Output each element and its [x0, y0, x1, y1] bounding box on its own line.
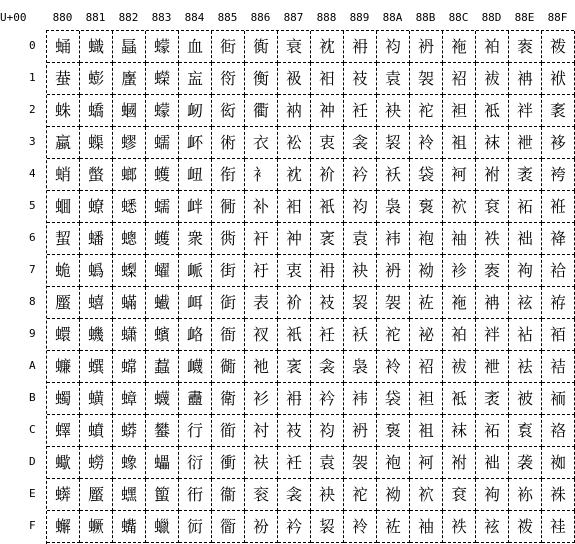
- column-header: 884: [184, 11, 205, 24]
- glyph-cell[interactable]: 衹: [311, 191, 344, 223]
- glyph-cell[interactable]: 袖: [410, 511, 443, 543]
- glyph-cell[interactable]: 袹: [542, 319, 575, 351]
- glyph-cell[interactable]: 袌: [410, 191, 443, 223]
- glyph-cell[interactable]: 衴: [278, 159, 311, 191]
- glyph-cell[interactable]: 袠: [509, 31, 542, 63]
- glyph-cell[interactable]: 袗: [443, 255, 476, 287]
- glyph-cell[interactable]: 袒: [443, 95, 476, 127]
- glyph-cell[interactable]: 袥: [509, 191, 542, 223]
- glyph-cell[interactable]: 衄: [179, 159, 212, 191]
- glyph-cell[interactable]: 衳: [278, 127, 311, 159]
- glyph-cell[interactable]: 螶: [113, 31, 146, 63]
- glyph-cell[interactable]: 袻: [542, 383, 575, 415]
- glyph-cell[interactable]: 蟉: [113, 127, 146, 159]
- glyph-cell[interactable]: 袟: [443, 511, 476, 543]
- column-header: 883: [151, 11, 172, 24]
- glyph-cell[interactable]: 衚: [212, 351, 245, 383]
- glyph-cell[interactable]: 衭: [245, 447, 278, 479]
- column-header: 889: [349, 11, 370, 24]
- glyph-cell[interactable]: 衎: [179, 479, 212, 511]
- column-header: 882: [118, 11, 139, 24]
- glyph-cell[interactable]: 袟: [476, 223, 509, 255]
- glyph-cell[interactable]: 袑: [443, 63, 476, 95]
- glyph-cell[interactable]: 袮: [509, 479, 542, 511]
- glyph-cell[interactable]: 袇: [344, 415, 377, 447]
- glyph-cell[interactable]: 衺: [311, 223, 344, 255]
- glyph-cell[interactable]: 袀: [377, 31, 410, 63]
- glyph-cell[interactable]: 衿: [311, 383, 344, 415]
- glyph-cell[interactable]: 衢: [245, 95, 278, 127]
- glyph-cell[interactable]: 衻: [311, 255, 344, 287]
- glyph-cell[interactable]: 螷: [113, 63, 146, 95]
- glyph-cell[interactable]: 蟞: [80, 159, 113, 191]
- glyph-cell[interactable]: 蟛: [80, 63, 113, 95]
- glyph-cell[interactable]: 袙: [443, 319, 476, 351]
- glyph-cell[interactable]: 蟦: [80, 415, 113, 447]
- glyph-cell[interactable]: 衶: [278, 223, 311, 255]
- glyph-cell[interactable]: 袦: [476, 447, 509, 479]
- glyph-cell[interactable]: 衻: [278, 383, 311, 415]
- glyph-cell[interactable]: 衱: [278, 63, 311, 95]
- glyph-cell[interactable]: 衃: [179, 127, 212, 159]
- glyph-cell[interactable]: 蟠: [80, 223, 113, 255]
- glyph-cell[interactable]: 蠝: [146, 447, 179, 479]
- glyph-cell[interactable]: 袇: [377, 255, 410, 287]
- glyph-cell[interactable]: 蟒: [113, 415, 146, 447]
- glyph-cell[interactable]: 蠖: [146, 223, 179, 255]
- glyph-cell[interactable]: 衽: [278, 447, 311, 479]
- glyph-cell[interactable]: 衾: [311, 351, 344, 383]
- glyph-cell[interactable]: 袇: [410, 31, 443, 63]
- glyph-cell[interactable]: 袍: [377, 447, 410, 479]
- column-header: 88E: [514, 11, 535, 24]
- glyph-cell[interactable]: 蛛: [47, 95, 80, 127]
- glyph-cell[interactable]: 袝: [476, 159, 509, 191]
- glyph-cell[interactable]: 衾: [344, 127, 377, 159]
- glyph-cell[interactable]: 袴: [542, 159, 575, 191]
- glyph-cell[interactable]: 蟋: [113, 191, 146, 223]
- glyph-cell[interactable]: 袂: [377, 95, 410, 127]
- glyph-cell[interactable]: 蟟: [80, 191, 113, 223]
- column-header: 886: [250, 11, 271, 24]
- glyph-cell[interactable]: 袋: [410, 159, 443, 191]
- glyph-cell[interactable]: 衵: [278, 191, 311, 223]
- glyph-cell[interactable]: 蠌: [47, 415, 80, 447]
- glyph-cell[interactable]: 蟓: [113, 447, 146, 479]
- glyph-cell[interactable]: 袂: [311, 479, 344, 511]
- glyph-cell[interactable]: 蠘: [146, 287, 179, 319]
- glyph-cell[interactable]: 袨: [476, 511, 509, 543]
- column-headers: [0, 11, 568, 25]
- glyph-cell[interactable]: 衽: [311, 319, 344, 351]
- glyph-cell[interactable]: 蟏: [113, 319, 146, 351]
- glyph-cell[interactable]: 袂: [344, 255, 377, 287]
- row-header: 3: [29, 135, 36, 148]
- glyph-cell[interactable]: 蠙: [146, 319, 179, 351]
- glyph-cell[interactable]: 袝: [443, 447, 476, 479]
- row-header: 2: [29, 103, 36, 116]
- glyph-cell[interactable]: 袃: [311, 511, 344, 543]
- glyph-cell[interactable]: 袙: [476, 31, 509, 63]
- glyph-cell[interactable]: 蟨: [47, 287, 80, 319]
- glyph-cell[interactable]: 蟧: [80, 447, 113, 479]
- glyph-cell[interactable]: 袕: [410, 479, 443, 511]
- glyph-cell[interactable]: 蟡: [80, 255, 113, 287]
- glyph-cell[interactable]: 蠏: [47, 511, 80, 543]
- glyph-cell[interactable]: 衼: [278, 415, 311, 447]
- column-header: 887: [283, 11, 304, 24]
- glyph-cell[interactable]: 袪: [509, 351, 542, 383]
- glyph-cell[interactable]: 袬: [509, 415, 542, 447]
- glyph-cell[interactable]: 袃: [344, 287, 377, 319]
- glyph-cell[interactable]: 袆: [344, 383, 377, 415]
- glyph-cell[interactable]: 蟔: [113, 479, 146, 511]
- glyph-cell[interactable]: 街: [212, 255, 245, 287]
- column-header: 885: [217, 11, 238, 24]
- glyph-cell[interactable]: 蠋: [47, 383, 80, 415]
- glyph-cell[interactable]: 衤: [245, 159, 278, 191]
- row-header: 9: [29, 327, 36, 340]
- glyph-cell[interactable]: 袓: [410, 415, 443, 447]
- glyph-cell[interactable]: 衝: [212, 447, 245, 479]
- glyph-cell[interactable]: 蛹: [47, 31, 80, 63]
- glyph-cell[interactable]: 蟐: [113, 351, 146, 383]
- glyph-cell[interactable]: 衼: [311, 287, 344, 319]
- glyph-cell[interactable]: 袡: [476, 287, 509, 319]
- glyph-cell[interactable]: 衴: [311, 31, 344, 63]
- glyph-cell[interactable]: 衇: [179, 255, 212, 287]
- glyph-cell[interactable]: 蠓: [146, 95, 179, 127]
- column-header: 88D: [481, 11, 502, 24]
- glyph-cell[interactable]: 袠: [476, 255, 509, 287]
- glyph-cell[interactable]: 衬: [245, 415, 278, 447]
- glyph-cell[interactable]: 衿: [344, 159, 377, 191]
- glyph-cell[interactable]: 袖: [443, 223, 476, 255]
- glyph-cell[interactable]: 蟥: [80, 383, 113, 415]
- glyph-cell[interactable]: 袅: [377, 191, 410, 223]
- glyph-cell[interactable]: 衫: [245, 383, 278, 415]
- glyph-cell[interactable]: 蟣: [80, 319, 113, 351]
- glyph-cell[interactable]: 袉: [344, 479, 377, 511]
- glyph-cell[interactable]: 袞: [476, 191, 509, 223]
- glyph-cell[interactable]: 袀: [344, 191, 377, 223]
- glyph-cell[interactable]: 蜖: [47, 191, 80, 223]
- glyph-cell[interactable]: 袞: [443, 479, 476, 511]
- glyph-cell[interactable]: 螂: [113, 159, 146, 191]
- glyph-cell[interactable]: 袧: [509, 255, 542, 287]
- glyph-cell[interactable]: 衻: [344, 31, 377, 63]
- glyph-cell[interactable]: 袉: [377, 319, 410, 351]
- glyph-cell[interactable]: 衪: [245, 351, 278, 383]
- glyph-cell[interactable]: 袲: [542, 95, 575, 127]
- glyph-cell[interactable]: 袘: [443, 287, 476, 319]
- glyph-cell[interactable]: 蟤: [80, 351, 113, 383]
- glyph-cell[interactable]: 袣: [509, 127, 542, 159]
- glyph-cell[interactable]: 袭: [509, 447, 542, 479]
- glyph-cell[interactable]: 衼: [344, 63, 377, 95]
- glyph-cell[interactable]: 衂: [179, 95, 212, 127]
- glyph-cell[interactable]: 袳: [542, 127, 575, 159]
- row-header: 1: [29, 71, 36, 84]
- glyph-cell[interactable]: 袼: [542, 415, 575, 447]
- glyph-cell[interactable]: 蠖: [146, 159, 179, 191]
- glyph-cell[interactable]: 蟜: [80, 95, 113, 127]
- glyph-cell[interactable]: 蛬: [47, 63, 80, 95]
- glyph-cell[interactable]: 衋: [179, 383, 212, 415]
- glyph-cell[interactable]: 袋: [377, 383, 410, 415]
- glyph-cell[interactable]: 袌: [377, 415, 410, 447]
- glyph-cell[interactable]: 衙: [212, 319, 245, 351]
- glyph-cell[interactable]: 蠍: [47, 447, 80, 479]
- glyph-cell[interactable]: 袅: [344, 351, 377, 383]
- glyph-cell[interactable]: 蛸: [47, 159, 80, 191]
- column-header: 88A: [382, 11, 403, 24]
- glyph-cell[interactable]: 袏: [377, 511, 410, 543]
- glyph-cell[interactable]: 蟌: [113, 223, 146, 255]
- glyph-cell[interactable]: 袎: [377, 479, 410, 511]
- glyph-cell[interactable]: 衊: [179, 351, 212, 383]
- glyph-cell[interactable]: 蠓: [146, 31, 179, 63]
- glyph-cell[interactable]: 袶: [542, 223, 575, 255]
- glyph-cell[interactable]: 袑: [410, 351, 443, 383]
- glyph-cell[interactable]: 袚: [476, 63, 509, 95]
- glyph-cell[interactable]: 衕: [212, 191, 245, 223]
- glyph-cell[interactable]: 衣: [245, 127, 278, 159]
- glyph-cell[interactable]: 蛫: [47, 255, 80, 287]
- glyph-cell[interactable]: 衩: [245, 319, 278, 351]
- glyph-cell[interactable]: 袈: [344, 447, 377, 479]
- glyph-cell[interactable]: 袧: [476, 479, 509, 511]
- glyph-cell[interactable]: 袊: [410, 127, 443, 159]
- glyph-cell[interactable]: 袐: [410, 319, 443, 351]
- glyph-cell[interactable]: 蟍: [113, 255, 146, 287]
- glyph-cell[interactable]: 袚: [443, 351, 476, 383]
- row-header: A: [29, 359, 36, 372]
- glyph-cell[interactable]: 衯: [245, 511, 278, 543]
- glyph-cell[interactable]: 衺: [278, 351, 311, 383]
- glyph-cell[interactable]: 蟑: [113, 383, 146, 415]
- row-header: F: [29, 519, 36, 532]
- glyph-cell[interactable]: 衿: [278, 511, 311, 543]
- glyph-cell[interactable]: 衲: [278, 95, 311, 127]
- glyph-cell[interactable]: 袏: [410, 287, 443, 319]
- glyph-cell[interactable]: 衽: [344, 95, 377, 127]
- column-header: 88C: [448, 11, 469, 24]
- glyph-cell[interactable]: 袍: [410, 223, 443, 255]
- glyph-cell[interactable]: 蟕: [113, 511, 146, 543]
- glyph-cell[interactable]: 衘: [212, 287, 245, 319]
- glyph-cell[interactable]: 衷: [311, 127, 344, 159]
- glyph-cell[interactable]: 蠊: [47, 351, 80, 383]
- glyph-cell[interactable]: 衅: [179, 191, 212, 223]
- glyph-cell[interactable]: 衞: [212, 479, 245, 511]
- glyph-cell[interactable]: 袢: [509, 95, 542, 127]
- column-header: 88B: [415, 11, 436, 24]
- glyph-cell[interactable]: 衦: [245, 223, 278, 255]
- glyph-cell[interactable]: 衖: [212, 223, 245, 255]
- glyph-cell[interactable]: 蛪: [47, 223, 80, 255]
- glyph-cell[interactable]: 袽: [542, 447, 575, 479]
- column-header: 888: [316, 11, 337, 24]
- glyph-cell[interactable]: 袊: [344, 511, 377, 543]
- glyph-cell[interactable]: 衹: [278, 319, 311, 351]
- glyph-cell[interactable]: 袁: [344, 223, 377, 255]
- glyph-cell[interactable]: 袣: [476, 351, 509, 383]
- glyph-cell[interactable]: 衛: [212, 383, 245, 415]
- column-header: 88F: [547, 11, 568, 24]
- glyph-cell[interactable]: 衷: [278, 255, 311, 287]
- glyph-cell[interactable]: 袷: [542, 255, 575, 287]
- glyph-cell[interactable]: 袤: [476, 383, 509, 415]
- glyph-cell[interactable]: 血: [179, 31, 212, 63]
- glyph-cell[interactable]: 袆: [377, 223, 410, 255]
- glyph-cell[interactable]: 蟝: [80, 127, 113, 159]
- glyph-cell[interactable]: 衍: [179, 447, 212, 479]
- glyph-cell[interactable]: 蠑: [146, 63, 179, 95]
- glyph-cell[interactable]: 蠗: [146, 255, 179, 287]
- column-header: 880: [52, 11, 73, 24]
- corner-label: U+00: [0, 11, 27, 24]
- glyph-cell[interactable]: 袕: [443, 191, 476, 223]
- glyph-cell[interactable]: 袜: [476, 127, 509, 159]
- glyph-cell[interactable]: 被: [509, 383, 542, 415]
- row-header: 5: [29, 199, 36, 212]
- glyph-cell[interactable]: 衐: [212, 31, 245, 63]
- glyph-cell[interactable]: 衠: [245, 31, 278, 63]
- glyph-cell[interactable]: 袯: [509, 511, 542, 543]
- row-header: D: [29, 455, 36, 468]
- glyph-cell[interactable]: 蠟: [146, 511, 179, 543]
- glyph-cell[interactable]: 衾: [278, 479, 311, 511]
- glyph-cell[interactable]: 袿: [542, 511, 575, 543]
- glyph-cell[interactable]: 袀: [311, 415, 344, 447]
- glyph-cell[interactable]: 袢: [476, 319, 509, 351]
- glyph-cell[interactable]: 袛: [476, 95, 509, 127]
- glyph-cell[interactable]: 術: [212, 127, 245, 159]
- glyph-cell[interactable]: 袥: [476, 415, 509, 447]
- glyph-cell[interactable]: 衁: [179, 63, 212, 95]
- glyph-cell[interactable]: 蠛: [146, 383, 179, 415]
- glyph-cell[interactable]: 袤: [509, 159, 542, 191]
- glyph-cell[interactable]: 蟨: [80, 479, 113, 511]
- glyph-cell[interactable]: 袔: [443, 159, 476, 191]
- glyph-cell[interactable]: 衵: [311, 63, 344, 95]
- row-header: C: [29, 423, 36, 436]
- glyph-cell[interactable]: 衉: [179, 319, 212, 351]
- glyph-cell[interactable]: 袯: [542, 31, 575, 63]
- row-header: 6: [29, 231, 36, 244]
- glyph-cell[interactable]: 袈: [377, 287, 410, 319]
- row-header: E: [29, 487, 36, 500]
- row-header: 7: [29, 263, 36, 276]
- glyph-cell[interactable]: 衔: [212, 159, 245, 191]
- glyph-cell[interactable]: 衏: [179, 511, 212, 543]
- glyph-cell[interactable]: 蟎: [113, 287, 146, 319]
- glyph-cell[interactable]: 袄: [344, 319, 377, 351]
- glyph-cell[interactable]: 袦: [509, 223, 542, 255]
- glyph-cell[interactable]: 补: [245, 191, 278, 223]
- glyph-cell[interactable]: 衸: [311, 159, 344, 191]
- glyph-cell[interactable]: 蟈: [113, 95, 146, 127]
- glyph-cell[interactable]: 衡: [245, 63, 278, 95]
- column-header: 881: [85, 11, 106, 24]
- glyph-cell[interactable]: 行: [179, 415, 212, 447]
- glyph-cell[interactable]: 衮: [245, 479, 278, 511]
- row-header: B: [29, 391, 36, 404]
- glyph-cell[interactable]: 袁: [311, 447, 344, 479]
- row-header: 8: [29, 295, 36, 308]
- glyph-cell[interactable]: 蠎: [47, 479, 80, 511]
- glyph-cell[interactable]: 袘: [443, 31, 476, 63]
- glyph-cell[interactable]: 蠕: [146, 191, 179, 223]
- glyph-cell[interactable]: 袱: [542, 63, 575, 95]
- glyph-cell[interactable]: 表: [245, 287, 278, 319]
- glyph-cell[interactable]: 蠜: [146, 415, 179, 447]
- glyph-cell[interactable]: 蠃: [47, 127, 80, 159]
- glyph-cell[interactable]: 衑: [212, 63, 245, 95]
- glyph-cell[interactable]: 衸: [278, 287, 311, 319]
- glyph-cell[interactable]: 衟: [212, 511, 245, 543]
- glyph-cell[interactable]: 衶: [311, 95, 344, 127]
- glyph-cell[interactable]: 袓: [443, 127, 476, 159]
- glyph-cell[interactable]: 袉: [410, 95, 443, 127]
- glyph-cell[interactable]: 袈: [410, 63, 443, 95]
- glyph-cell[interactable]: 蟢: [80, 287, 113, 319]
- glyph-cell[interactable]: 衈: [179, 287, 212, 319]
- glyph-cell[interactable]: 袩: [509, 319, 542, 351]
- glyph-cell[interactable]: 袔: [410, 447, 443, 479]
- glyph-cell[interactable]: 袵: [542, 191, 575, 223]
- glyph-cell[interactable]: 袡: [509, 63, 542, 95]
- glyph-cell[interactable]: 衜: [212, 415, 245, 447]
- glyph-cell[interactable]: 袸: [542, 287, 575, 319]
- glyph-cell[interactable]: 袺: [542, 351, 575, 383]
- glyph-cell[interactable]: 袒: [410, 383, 443, 415]
- row-header: 0: [29, 39, 36, 52]
- glyph-cell[interactable]: 衆: [179, 223, 212, 255]
- glyph-cell[interactable]: 袨: [509, 287, 542, 319]
- row-headers: [0, 30, 42, 542]
- glyph-cell[interactable]: 蟩: [80, 511, 113, 543]
- glyph-cell[interactable]: 蠞: [146, 479, 179, 511]
- glyph-cell[interactable]: 衰: [278, 31, 311, 63]
- glyph-cell[interactable]: 袊: [377, 351, 410, 383]
- glyph-cell[interactable]: 袾: [542, 479, 575, 511]
- glyph-cell[interactable]: 袄: [377, 159, 410, 191]
- glyph-cell[interactable]: 袛: [443, 383, 476, 415]
- row-header: 4: [29, 167, 36, 180]
- glyph-cell[interactable]: 衧: [245, 255, 278, 287]
- glyph-cell[interactable]: 蟙: [80, 31, 113, 63]
- glyph-cell[interactable]: 袜: [443, 415, 476, 447]
- glyph-cell[interactable]: 袎: [410, 255, 443, 287]
- glyph-cell[interactable]: 袃: [377, 127, 410, 159]
- glyph-cell[interactable]: 衒: [212, 95, 245, 127]
- glyph-cell[interactable]: 蠉: [47, 319, 80, 351]
- glyph-cell[interactable]: 蠕: [146, 127, 179, 159]
- glyph-cell[interactable]: 蠚: [146, 351, 179, 383]
- character-grid: [46, 30, 574, 544]
- glyph-cell[interactable]: 袁: [377, 63, 410, 95]
